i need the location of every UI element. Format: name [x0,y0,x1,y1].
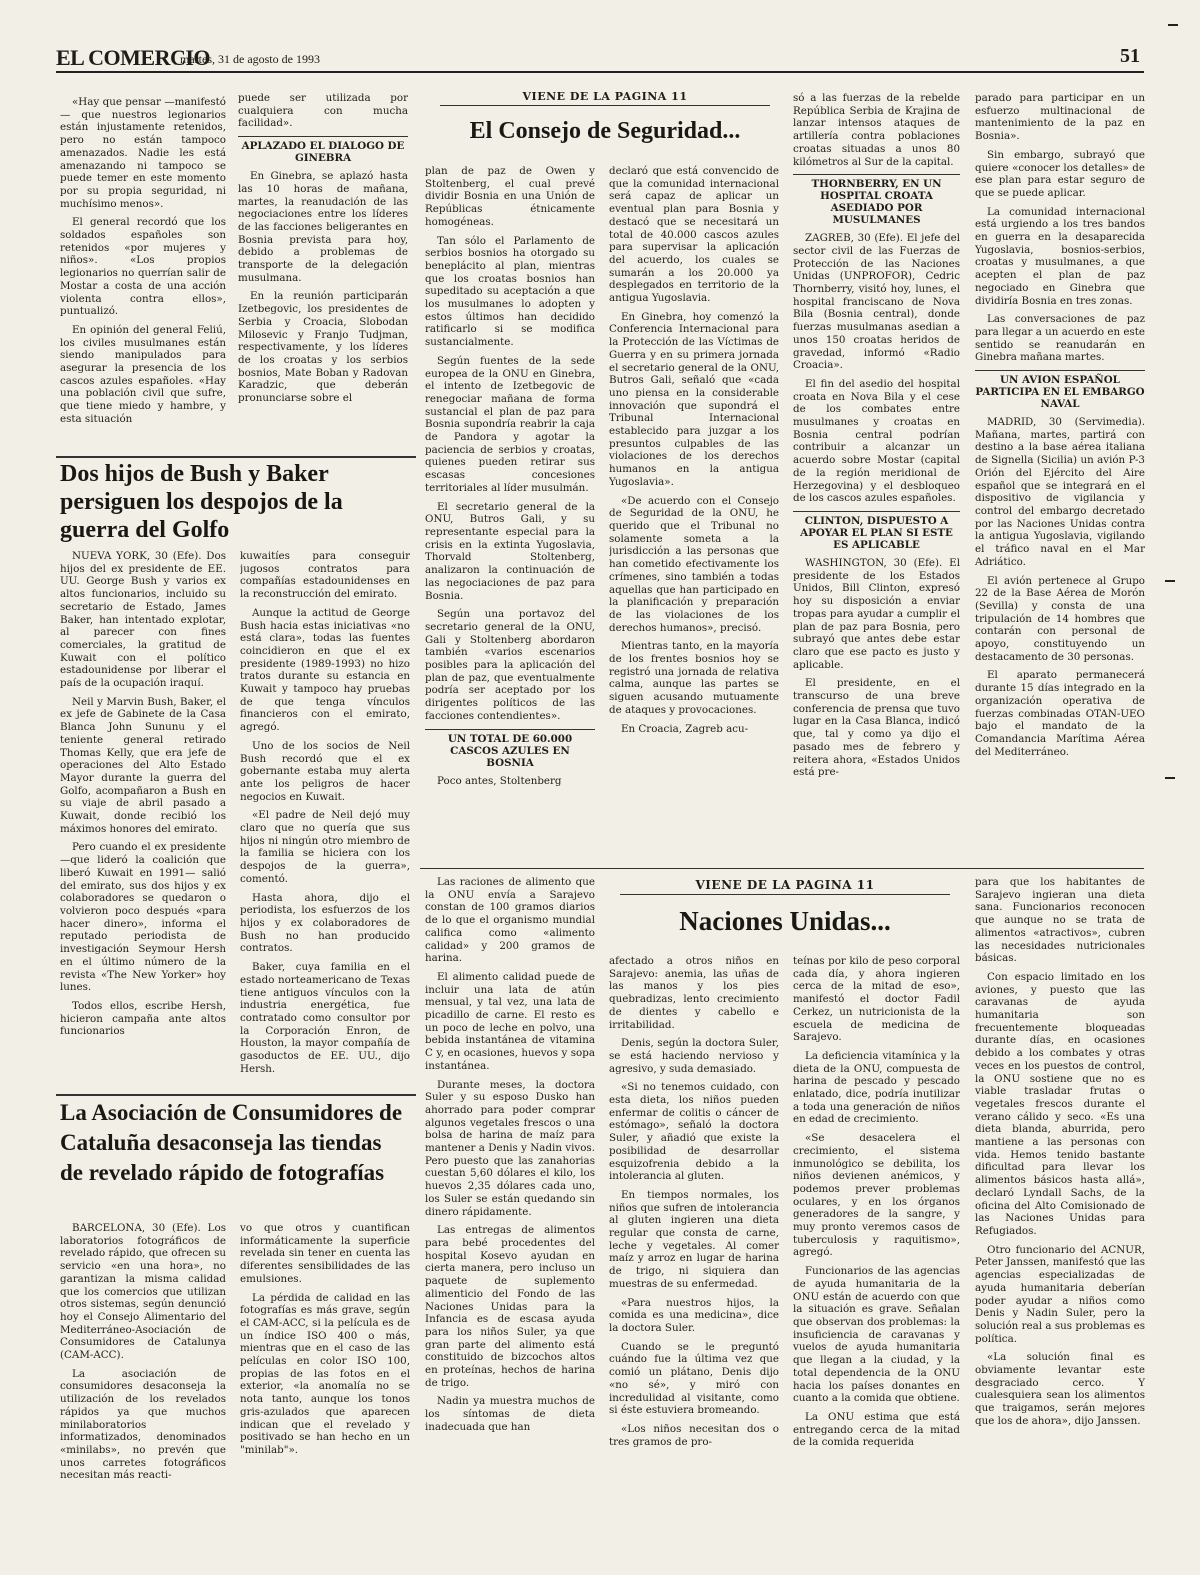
paragraph: teínas por kilo de peso corporal cada día, y ahora ingieren cerca de la mitad de eso», manifestó el doctor Fadil Cerkez, un nutricionista de la escuela de medicina de Sarajevo. [793,955,960,1044]
paragraph: Las conversaciones de paz para llegar a un acuerdo en este sentido se reanudarán en Ginebra mañana martes. [975,313,1145,364]
paragraph: «Se desacelera el crecimiento, el sistema inmunológico se debilita, los niños devienen anémicos, y podemos prever problemas oculares, y en los órganos generadores de la sangre, y muy pronto veremos casos de tuberculosis y raquitismo», agregó. [793,1132,960,1259]
masthead [56,45,1144,73]
subheading: APLAZADO EL DIALOGO DE GINEBRA [238,136,408,164]
consejo-column-d [975,92,1145,865]
headline: Dos hijos de Bush y Baker persiguen los despojos de la guerra del Golfo [60,461,343,543]
paragraph: ZAGREB, 30 (Efe). El jefe del sector civil de las Fuerzas de Protección de las Naciones Unidas (UNPROFOR), Cedric Thornberry, visitó hoy, lunes, el hospital franciscano de Nova Bila (Bosnia central), donde fuerzas musulmanas asedian a unos 150 croatas heridos de gravedad, informó «Radio Croacia». [793,232,960,372]
paragraph: Todos ellos, escribe Hersh, hicieron campaña ante altos funcionarios [60,999,226,1038]
paragraph: «El padre de Neil dejó muy claro que no quería que sus hijos ni ningún otro miembro de la familia se hiciera con los despojos de la guerra», comentó. [240,809,410,885]
paragraph: MADRID, 30 (Servimedia). Mañana, martes, partirá con destino a la base aérea italiana de Signella (Sicilia) un avión P-3 Orión del Ejército del Aire español que se integrará en el dispositivo de vigilancia y control del embargo decretado por las Naciones Unidas contra la antigua Yugoslavia, vigilando el tráfico naval en el Mar Adriático. [975,416,1145,568]
bush-column-2 [240,550,410,1090]
paragraph: El general recordó que los soldados españoles son retenidos «por mujeres y niños». «Los propios legionarios no querrían salir de Mostar a costa de una acción violenta contra ellos», puntualizó. [60,216,226,318]
paragraph: Poco antes, Stoltenberg [437,774,562,787]
paragraph: vo que otros y cuantifican informáticamente la superficie revelada sin tener en cuenta las diferentes sensibilidades de las emulsiones. [240,1222,410,1285]
paragraph: BARCELONA, 30 (Efe). Los laboratorios fotográficos de revelado rápido, que ofrecen su servicio «en una hora», no garantizan la misma calidad que los comercios que utilizan otros sistemas, según denunció hoy el Consejo Alimentario del Mediterráneo-Asociación de Consumidores de Catalunya (CAM-ACC). [60,1222,226,1362]
paragraph: En tiempos normales, los niños que sufren de intolerancia al gluten ingieren una dieta regular que consta de carne, leche y vegetales. Al comer maíz y arroz en lugar de harina de trigo, ni siquiera dan muestras de su enfermedad. [609,1188,779,1290]
paragraph: Nadin ya muestra muchos de los síntomas de dieta inadecuada que han [425,1395,595,1433]
legionarios-column-1 [60,96,226,446]
consejo-column-c [793,92,960,865]
subheading: UN TOTAL DE 60.000 CASCOS AZULES EN BOSNIA [425,729,595,769]
headline: Naciones Unidas... [679,906,891,936]
subheading: UN AVION ESPAÑOL PARTICIPA EN EL EMBARGO NAVAL [975,370,1145,410]
paragraph: declaró que está convencido de que la comunidad internacional será capaz de aplicar un eventual plan para Bosnia y destacó que se necesitará un total de 40.000 cascos azules para supervisar la aplicación del acuerdo, los cuales se sumarán a los 20.000 ya desplegados en territorio de la antigua Yugoslavia. [609,165,779,305]
subheading: THORNBERRY, EN UN HOSPITAL CROATA ASEDIADO POR MUSULMANES [793,174,960,226]
paragraph: En Croacia, Zagreb acu- [621,722,749,735]
paragraph: WASHINGTON, 30 (Efe). El presidente de los Estados Unidos, Bill Clinton, expresó hoy su disposición a enviar tropas para ayudar a cumplir el plan de paz para Bosnia, pero subrayó que antes debe estar claro que ese pacto es justo y aplicable. [793,556,960,671]
headline: La Asociación de Consumidores de Cataluña desaconseja las tiendas de revelado rápido de fotografías [60,1100,403,1185]
paragraph: Con espacio limitado en los aviones, y puesto que las caravanas de ayuda humanitaria son frecuentemente bloqueadas durante días, en ocasiones debido a los combates y otras veces en los puestos de control, la ONU sostiene que no es viable trasladar frutas o vegetales frescos durante el verano cálido y seco. «Es una dieta blanda, aburrida, pero mantiene a las personas con vida. Hemos tenido bastante dificultad para llevar los alimentos básicos hasta allá», declaró Lyndall Sachs, de la oficina del Alto Comisionado de las Naciones Unidas para Refugiados. [975,970,1145,1237]
paragraph: Pero cuando el ex presidente —que lideró la coalición que liberó Kuwait en 1991— salió del emirato, sus dos hijos y ex colaboradores se quedaron o volvieron poco después «para hacer dinero», informa el reputado periodista de investigación Seymour Hersh en el último número de la revista «The New Yorker» hoy lunes. [60,841,226,994]
paragraph: puede ser utilizada por cualquiera con mucha facilidad». [238,92,408,130]
headline: El Consejo de Seguridad... [469,118,741,144]
paragraph: Cuando se le preguntó cuándo fue la última vez que comió un plátano, Denis dijo «no sé», y miró con incredulidad al visitante, como si éste estuviera bromeando. [609,1340,779,1417]
paragraph: La comunidad internacional está urgiendo a los tres bandos en guerra en la desaparecida Yugoslavia, bosnios-serbios, croatas y musulmanes, a que acepten el plan de paz negociado en Ginebra que dividiría Bosnia en tres zonas. [975,205,1145,307]
consejo-column-a [425,165,595,865]
paragraph: plan de paz de Owen y Stoltenberg, el cual prevé dividir Bosnia en una Unión de Repúblicas étnicamente homogéneas. [425,165,595,228]
paragraph: Según una portavoz del secretario general de la ONU, Gali y Stoltenberg abordaron también «varios escenarios posibles para la aplicación del plan de paz, que eventualmente podría ser aceptado por los dirigentes políticos de las facciones contendientes». [425,608,595,722]
subheading: CLINTON, DISPUESTO A APOYAR EL PLAN SI ESTE ES APLICABLE [793,511,960,551]
paragraph: La deficiencia vitamínica y la dieta de la ONU, compuesta de harina de pescado y pescado enlatado, dice, podría inutilizar a toda una generación de niños en edad de crecimiento. [793,1049,960,1126]
consejo-column-b [609,165,779,865]
legionarios-column-2 [238,92,408,446]
paragraph: Según fuentes de la sede europea de la ONU en Ginebra, el intento de Izetbegovic de renegociar mañana de forma sustancial el plan de paz para Bosnia supondría reabrir la caja de Pandora y agotar la paciencia de serbios y croatas, quienes pueden retirar sus escasas concesiones territoriales al líder musulmán. [425,354,595,494]
paragraph: Las raciones de alimento que la ONU envía a Sarajevo constan de 100 gramos diarios de lo que el organismo mundial califica como «alimento calidad» y 200 gramos de harina. [425,876,595,965]
paragraph: «Los niños necesitan dos o tres gramos de pro- [609,1422,779,1448]
paragraph: Uno de los socios de Neil Bush recordó que el ex gobernante estaba muy alerta ante los peligros de hacer negocios en Kuwait. [240,739,410,803]
paragraph: El alimento calidad puede de incluir una lata de atún mensual, y tal vez, una lata de picadillo de carne. El resto es un poco de leche en polvo, una bebida instantánea de vitamina C y, en ocasiones, huevos y sopa instantánea. [425,970,595,1072]
registration-mark [1168,24,1178,26]
paragraph: Sin embargo, subrayó que quiere «conocer los detalles» de ese plan para estar seguro de que se puede aplicar. [975,148,1145,199]
paragraph: NUEVA YORK, 30 (Efe). Dos hijos del ex presidente de EE. UU. George Bush y varios ex altos funcionarios, incluido su secretario de Estado, James Baker, han intentado explotar, al parecer con fines comerciales, la gratitud de Kuwait con el político estadounidense por liberar el país de la ocupación iraquí. [60,550,226,690]
paragraph: «La solución final es obviamente levantar este desgraciado cerco. Y cualesquiera sean los alimentos que traigamos, serán mejores que los de ahora», dijo Janssen. [975,1351,1145,1427]
paragraph: parado para participar en un esfuerzo multinacional de mantenimiento de la paz en Bosnia». [975,92,1145,143]
paragraph: En Ginebra, se aplazó hasta las 10 horas de mañana, martes, la reanudación de las negociaciones entre los líderes de las facciones beligerantes en Bosnia prevista para hoy, debido a problemas de transporte de la delegación musulmana. [238,170,408,284]
page-number: 51 [1120,45,1140,67]
paragraph: En la reunión participarán Izetbegovic, los presidentes de Serbia y Croacia, Slobodan Milosevic y Franjo Tudjman, respectivamente, y los líderes de los croatas y los serbios bosnios, Mate Boban y Radovan Karadzic, que deberán pronunciarse sobre el [238,290,408,405]
paragraph: La pérdida de calidad en las fotografías es más grave, según el CAM-ACC, si la película es de un índice ISO 400 o más, mientras que en el caso de las películas en color ISO 100, propias de las fotos en el exterior, «la anomalía no se nota tanto, aunque los tonos gris-azulados que aparecen indican que el revelado y positivado se han hecho en un "minilab"». [240,1291,410,1456]
paragraph: Tan sólo el Parlamento de serbios bosnios ha otorgado su beneplácito al plan, mientras que los croatas bosnios han supeditado su aceptación a que los musulmanes lo adopten y estos últimos han decidido ratificarlo si se modifica sustancialmente. [425,234,595,349]
issue-date: , martes, 31 de agosto de 1993 [174,52,320,66]
paragraph: «Si no tenemos cuidado, con esta dieta, los niños pueden enfermar de colitis o cáncer de estómago», señaló la doctora Suler, y añadió que existe la posibilidad de desarrollar esquizofrenia debido a la intolerancia al gluten. [609,1081,779,1183]
section-kicker: VIENE DE LA PAGINA 11 [620,878,950,895]
paragraph: Mientras tanto, en la mayoría de los frentes bosnios hoy se registró una jornada de relativa calma, aunque las partes se siguen acusando mutuamente de ataques y provocaciones. [609,640,779,716]
naciones-lead-column [425,876,595,1546]
naciones-column-c [793,955,960,1547]
consumidores-column-2 [240,1222,410,1547]
paragraph: En opinión del general Feliú, los civiles musulmanes están siendo manipulados para asegurar la presencia de los cascos azules españoles. «Hay una población civil que sufre, que tiene miedo y hambre, y esta situación [60,323,226,425]
bush-column-1 [60,550,226,1090]
paragraph: «De acuerdo con el Consejo de Seguridad de la ONU, he querido que el Tribunal no solamente someta a la jurisdicción a las personas que han cometido efectivamente los crímenes, sino también a todas aquellas que han participado en la planificación y preparación de las violaciones de los derechos humanos», precisó. [609,494,779,634]
paragraph: afectado a otros niños en Sarajevo: anemia, las uñas de las manos y los pies quebradizas, lento crecimiento de dientes y cabello e irritabilidad. [609,955,779,1031]
paragraph: «Hay que pensar —manifestó— que nuestros legionarios están injustamente retenidos, pero no están tampoco amenazados. Nadie les está amenazando ni tampoco se puede temer en este momento por su propia seguridad, ni muchísimo menos». [60,96,226,210]
divider [56,456,416,458]
registration-mark [1165,580,1175,582]
paragraph: La ONU estima que está entregando cerca de la mitad de la comida requerida [793,1410,960,1449]
paragraph: «Para nuestros hijos, la comida es una medicina», dice la doctora Suler. [609,1296,779,1334]
paragraph: Neil y Marvin Bush, Baker, el ex jefe de Gabinete de la Casa Blanca John Sununu y el teniente general retirado Thomas Kelly, que era jefe de operaciones del Alto Estado Mayor durante la guerra del Golfo, acompañaron a Bush en su viaje de abril pasado a Kuwait, donde recibió los máximos honores del emirato. [60,695,226,835]
paragraph: Denis, según la doctora Suler, se está haciendo nervioso y agresivo, y suda demasiado. [609,1037,779,1075]
paragraph: Durante meses, la doctora Suler y su esposo Dusko han ahorrado para poder comprar algunos vegetales frescos o una bolsa de harina de maíz para mantener a Denis y Nadin vivos. Pero puesto que las zanahorias cuestan 5,60 dólares el kilo, los huevos 2,35 dólares cada uno, los Suler se están quedando sin dinero rápidamente. [425,1078,595,1218]
paragraph: só a las fuerzas de la rebelde República Serbia de Krajina de lanzar intensos ataques de artillería contra poblaciones croatas situadas a unos 80 kilómetros al Sur de la capital. [793,92,960,168]
paragraph: El presidente, en el transcurso de una breve conferencia de prensa que tuvo lugar en la Casa Blanca, indicó que, tal y como ya dijo el pasado mes de febrero y reitera ahora, «Estados Unidos está pre- [793,677,960,779]
paragraph: Aunque la actitud de George Bush hacia estas iniciativas «no está clara», todas las fuentes coincidieron en que el ex presidente (1989-1993) no hizo tratos durante su estancia en Kuwait y tampoco hay pruebas de que tenga vínculos financieros con el emirato, agregó. [240,606,410,734]
paragraph: El secretario general de la ONU, Butros Gali, y su representante especial para la crisis en la extinta Yugoslavia, Thorvald Stoltenberg, analizaron la continuación de las negociaciones de paz para Bosnia. [425,500,595,602]
divider [420,868,1144,869]
paragraph: En Ginebra, hoy comenzó la Conferencia Internacional para la Protección de las Víctimas de Guerra y en su primera jornada el secretario general de la ONU, Butros Gali, señaló que «cada uno piensa en la considerable innovación que supondrá el Tribunal Internacional establecido para juzgar a los presuntos culpables de las violaciones de los derechos humanos en la antigua Yugoslavia». [609,310,779,488]
paragraph: kuwaitíes para conseguir jugosos contratos para compañías estadounidenses en la reconstrucción del emirato. [240,550,410,601]
naciones-column-b [609,955,779,1547]
section-kicker: VIENE DE LA PAGINA 11 [440,90,770,106]
paragraph: Otro funcionario del ACNUR, Peter Janssen, manifestó que las agencias especializadas de ayuda humanitaria deberían poder ayudar a niños como Denis y Nadin Suler, pero la solución real a sus problemas es política. [975,1243,1145,1345]
paragraph: Hasta ahora, dijo el periodista, los esfuerzos de los hijos y ex colaboradores de Bush no han producido contratos. [240,891,410,955]
paragraph: Baker, cuya familia en el estado norteamericano de Texas tiene antiguos vínculos con la industria energética, fue contratado como consultor por la Corporación Enron, de Houston, la mayor compañía de gasoductos de EE. UU., dijo Hersh. [240,961,410,1075]
newspaper-logo: EL COMERCIO [56,45,211,70]
paragraph: El aparato permanecerá durante 15 días integrado en la organización operativa de fuerzas combinadas OTAN-UEO bajo el mandato de la Comandancia Marítima Aérea del Mediterráneo. [975,669,1145,758]
paragraph: La asociación de consumidores desaconseja la utilización de los revelados rápidos ya que muchos minilaboratorios informatizados, denominados «minilabs», no prevén que unos carretes fotográficos necesitan más reacti- [60,1367,226,1482]
consumidores-column-1 [60,1222,226,1547]
paragraph: Las entregas de alimentos para bebé procedentes del hospital Kosevo ayudan en cierta manera, pero incluso un paquete de suplemento alimenticio del Fondo de las Naciones Unidas para la Infancia es de escasa ayuda para los niños Suler, ya que gran parte del alimento está constituido de bizcochos altos en proteínas, hechos de harina de trigo. [425,1224,595,1389]
registration-mark [1165,777,1175,779]
divider [56,1094,416,1096]
paragraph: El fin del asedio del hospital croata en Nova Bila y el cese de los combates entre musulmanes y croatas en Bosnia central podrían contribuir a alcanzar un acuerdo sobre Mostar (capital de la región meridional de Herzegovina) y el desbloqueo de los cascos azules españoles. [793,377,960,505]
naciones-column-d [975,876,1145,1547]
paragraph: para que los habitantes de Sarajevo ingieran una dieta sana. Funcionarios reconocen que aunque no se trata de alimentos «atractivos», cubren las necesidades nutricionales básicas. [975,876,1145,965]
paragraph: El avión pertenece al Grupo 22 de la Base Aérea de Morón (Sevilla) y consta de una tripulación de 14 hombres que contarán con personal de apoyo, constituyendo un destacamento de 30 personas. [975,574,1145,663]
paragraph: Funcionarios de las agencias de ayuda humanitaria de la ONU están de acuerdo con que la situación es grave. Señalan que observan dos problemas: la insuficiencia de caravanas y vuelos de ayuda humanitaria que llegan a la ciudad, y la total dependencia de la ONU hacia los países donantes en cuanto a la comida que obtiene. [793,1265,960,1405]
